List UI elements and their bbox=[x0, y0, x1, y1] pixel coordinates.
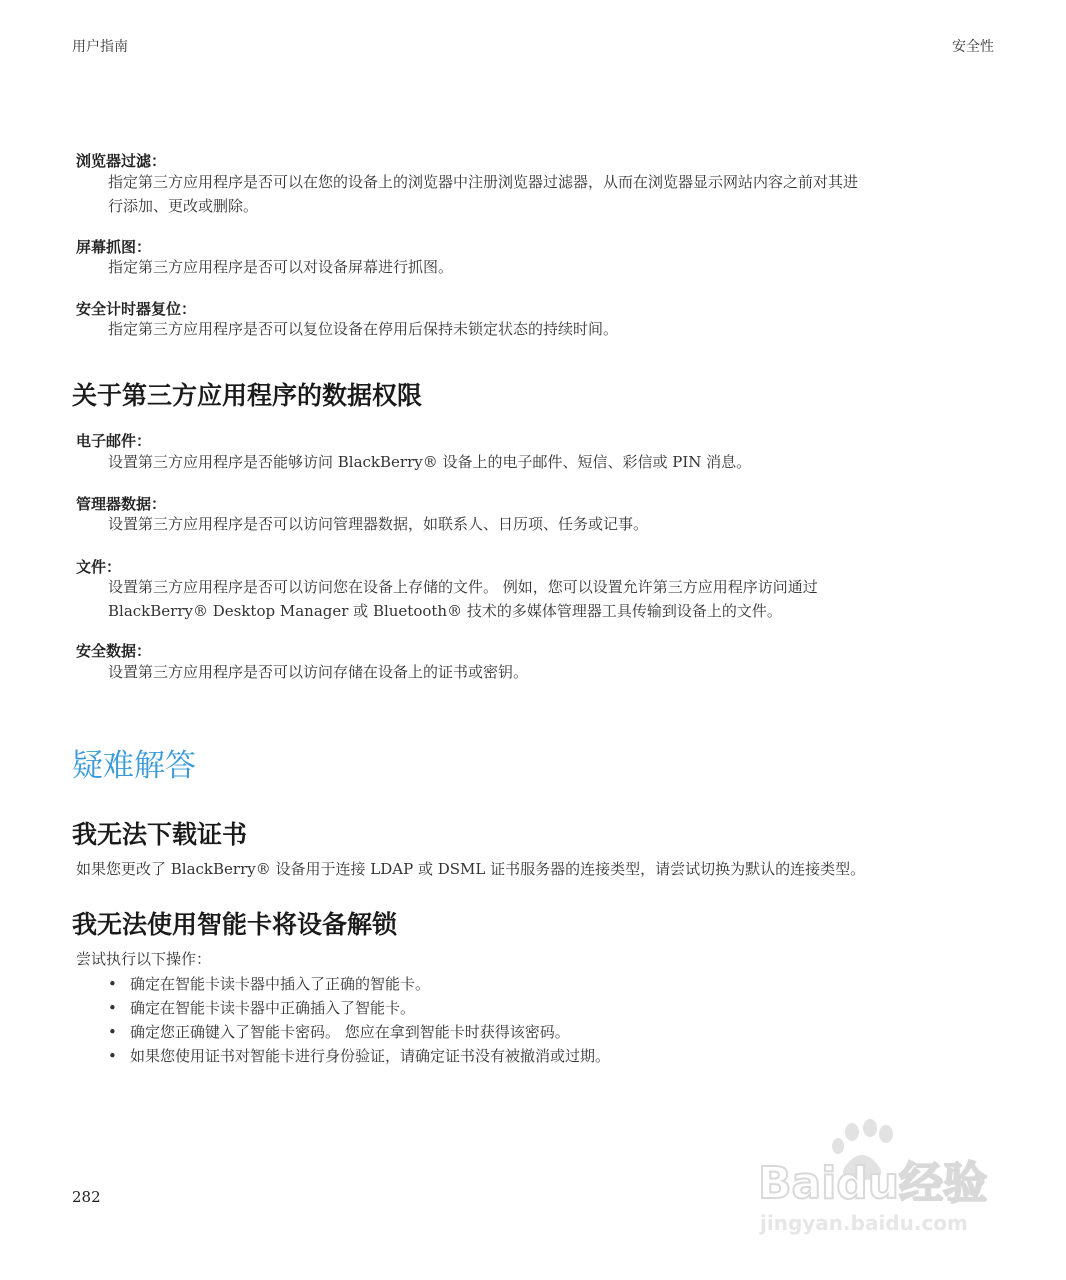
chapter-title-troubleshooting: 疑难解答 bbox=[72, 748, 196, 784]
list-item bbox=[108, 1044, 610, 1068]
term-security-timer-reset: 安全计时器复位： bbox=[76, 300, 197, 318]
list-item bbox=[108, 972, 610, 996]
desc-line: 指定第三方应用程序是否可以在您的设备上的浏览器中注册浏览器过滤器，从而在浏览器显示网站内容之前对其进 bbox=[108, 173, 859, 191]
list-item-text: 确定在智能卡读卡器中正确插入了智能卡。 bbox=[130, 999, 416, 1017]
term-security-data: 安全数据： bbox=[76, 642, 152, 660]
para-cert-solution: 如果您更改了 BlackBerry® 设备用于连接 LDAP 或 DSML 证书服务器的连接类型，请尝试切换为默认的连接类型。 bbox=[76, 860, 866, 878]
desc-security-data bbox=[108, 660, 1003, 684]
desc-line: 设置第三方应用程序是否可以访问存储在设备上的证书或密钥。 bbox=[108, 663, 529, 681]
list-item-text: 确定您正确键入了智能卡密码。 您应在拿到智能卡时获得该密码。 bbox=[130, 1023, 570, 1041]
term-screen-capture: 屏幕抓图： bbox=[76, 238, 152, 256]
term-email: 电子邮件： bbox=[76, 432, 152, 450]
desc-line: 行添加、更改或删除。 bbox=[108, 197, 259, 215]
section-title-cannot-download-cert: 我无法下载证书 bbox=[72, 820, 248, 849]
desc-line: 指定第三方应用程序是否可以对设备屏幕进行抓图。 bbox=[108, 258, 454, 276]
smartcard-steps-list bbox=[108, 972, 610, 1068]
bullet-icon: • bbox=[108, 1023, 117, 1041]
desc-email bbox=[108, 450, 1003, 474]
watermark-url: jingyan.baidu.com bbox=[760, 1211, 968, 1235]
desc-line: 指定第三方应用程序是否可以复位设备在停用后保持未锁定状态的持续时间。 bbox=[108, 320, 619, 338]
term-organizer-data: 管理器数据： bbox=[76, 495, 167, 513]
list-item bbox=[108, 1020, 610, 1044]
running-header-left: 用户指南 bbox=[72, 39, 128, 55]
desc-screen-capture bbox=[108, 255, 1003, 279]
section-title-smartcard-unlock: 我无法使用智能卡将设备解锁 bbox=[72, 910, 398, 939]
desc-organizer-data bbox=[108, 512, 1003, 536]
desc-line: 设置第三方应用程序是否可以访问管理器数据，如联系人、日历项、任务或记事。 bbox=[108, 515, 649, 533]
desc-security-timer-reset bbox=[108, 317, 1003, 341]
term-browser-filter: 浏览器过滤： bbox=[76, 152, 167, 170]
term-files: 文件： bbox=[76, 558, 122, 576]
baidu-jingyan-watermark-logo bbox=[752, 1118, 1012, 1248]
desc-browser-filter bbox=[108, 170, 1003, 218]
para-smartcard-intro: 尝试执行以下操作： bbox=[76, 950, 212, 968]
desc-files bbox=[108, 575, 1003, 623]
bullet-icon: • bbox=[108, 1047, 117, 1065]
bullet-icon: • bbox=[108, 999, 117, 1017]
page-number: 282 bbox=[72, 1188, 101, 1206]
watermark-brand: Baidu经验 bbox=[758, 1158, 988, 1209]
bullet-icon: • bbox=[108, 975, 117, 993]
desc-line: 设置第三方应用程序是否可以访问您在设备上存储的文件。 例如，您可以设置允许第三方应用程序访问通过 bbox=[108, 578, 818, 596]
desc-line: BlackBerry® Desktop Manager 或 Bluetooth® 技术的多媒体管理器工具传输到设备上的文件。 bbox=[108, 602, 782, 620]
section-title-data-permissions: 关于第三方应用程序的数据权限 bbox=[72, 381, 423, 410]
list-item-text: 确定在智能卡读卡器中插入了正确的智能卡。 bbox=[130, 975, 431, 993]
running-header-right: 安全性 bbox=[952, 39, 994, 55]
list-item bbox=[108, 996, 610, 1020]
desc-line: 设置第三方应用程序是否能够访问 BlackBerry® 设备上的电子邮件、短信、彩信或 PIN 消息。 bbox=[108, 453, 752, 471]
list-item-text: 如果您使用证书对智能卡进行身份验证，请确定证书没有被撤消或过期。 bbox=[130, 1047, 611, 1065]
